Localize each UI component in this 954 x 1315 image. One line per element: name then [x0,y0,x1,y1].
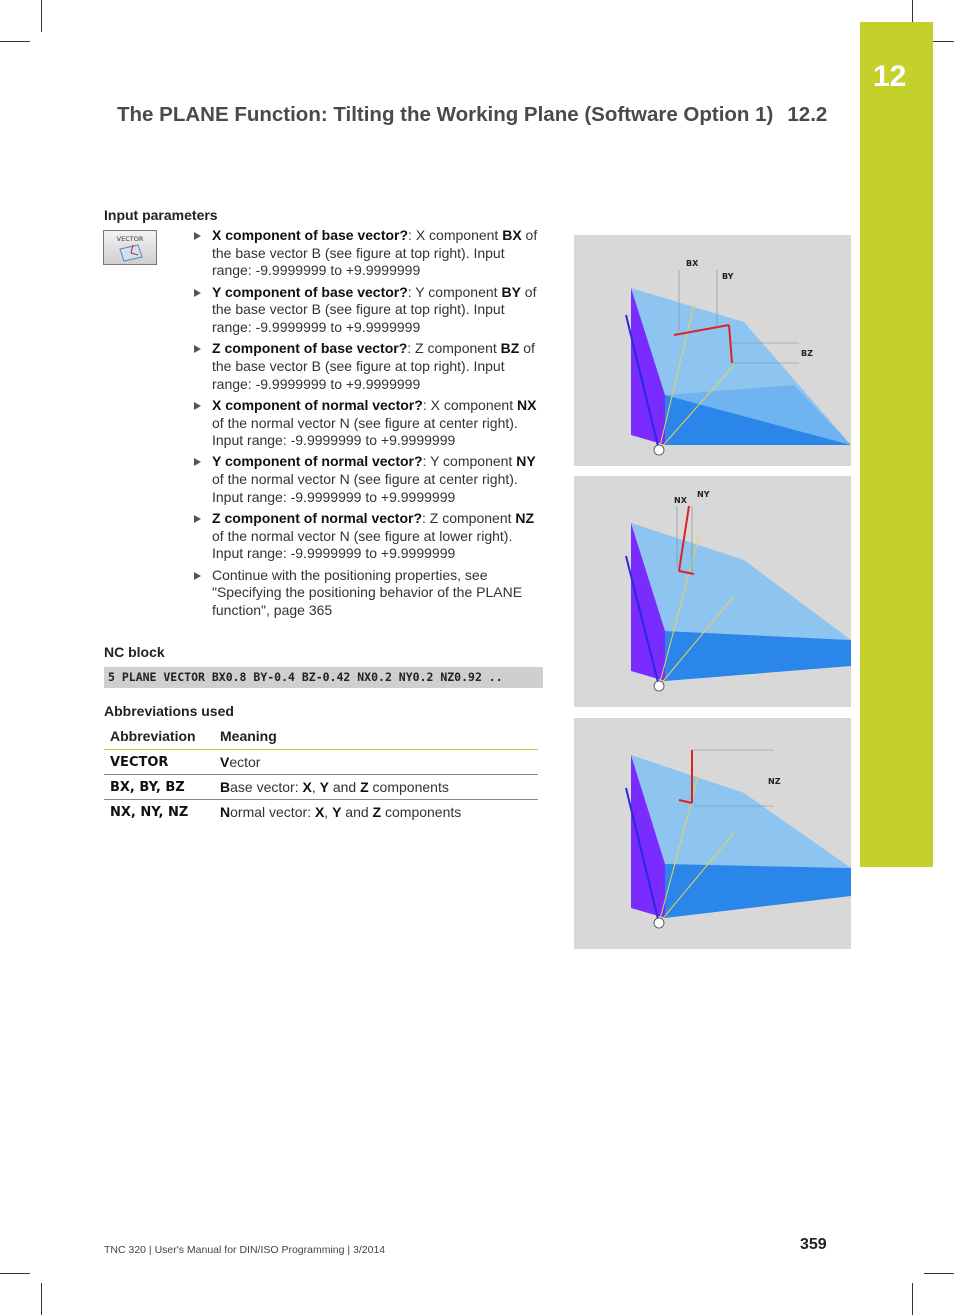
chapter-tab [860,22,933,867]
figure-normal-vector-xy [574,476,851,707]
figure-label: NZ [768,777,781,786]
header-title: The PLANE Function: Tilting the Working Plane (Software Option 1) [117,103,774,126]
param-item-by: Y component of base vector?: Y component BY of the base vector B (see figure at top right). Input range: -9.9999999 to +9.9999999 [192,284,542,337]
param-item-ny: Y component of normal vector?: Y component NY of the normal vector N (see figure at center right). Input range: -9.9999999 to +9.9999999 [192,453,542,506]
footer-text: TNC 320 | User's Manual for DIN/ISO Programming | 3/2014 [104,1244,386,1256]
page-header [117,103,827,127]
crop-mark [41,0,42,32]
figure-base-vector [574,235,851,466]
abbr-cell: VECTOR [104,750,214,775]
meaning-cell: Vector [214,750,538,775]
vector-softkey[interactable] [103,230,157,265]
nc-block-code: 5 PLANE VECTOR BX0.8 BY-0.4 BZ-0.42 NX0.2 NY0.2 NZ0.92 .. [104,667,543,688]
header-section: 12.2 [787,103,828,126]
nc-block-heading: NC block [104,644,165,660]
table-row [104,775,538,800]
figure-label: BZ [801,349,813,358]
softkey-label: VECTOR [116,235,144,243]
param-item-continue: Continue with the positioning properties, see "Specifying the positioning behavior of the PLANE function", page 365 [192,567,542,620]
table-header-row [104,725,538,750]
crop-mark [0,1273,30,1274]
table-row [104,750,538,775]
col-meaning: Meaning [214,725,538,750]
chapter-number: 12 [873,60,907,93]
abbr-cell: BX, BY, BZ [104,775,214,800]
abbreviations-heading: Abbreviations used [104,703,234,719]
table-row [104,800,538,825]
param-item-bx: X component of base vector?: X component BX of the base vector B (see figure at top right). Input range: -9.9999999 to +9.9999999 [192,227,542,280]
crop-mark [41,1283,42,1315]
figure-label: NX [674,496,687,505]
page-number: 359 [800,1236,827,1253]
crop-mark [924,1273,954,1274]
parameter-list [192,227,542,623]
meaning-cell: Normal vector: X, Y and Z components [220,804,462,820]
figure-normal-vector-z [574,718,851,949]
crop-mark [912,1283,913,1315]
param-item-bz: Z component of base vector?: Z component BZ of the base vector B (see figure at top right). Input range: -9.9999999 to +9.9999999 [192,340,542,393]
param-item-nz: Z component of normal vector?: Z component NZ of the normal vector N (see figure at lower right). Input range: -9.9999999 to +9.9999999 [192,510,542,563]
plane-icon [118,243,144,263]
abbr-cell: NX, NY, NZ [110,804,189,820]
abbreviations-table [104,725,538,824]
meaning-cell: Base vector: X, Y and Z components [214,775,538,800]
col-abbreviation: Abbreviation [104,725,214,750]
crop-mark [0,41,30,42]
figure-label: BY [722,272,734,281]
param-item-nx: X component of normal vector?: X component NX of the normal vector N (see figure at center right). Input range: -9.9999999 to +9.9999999 [192,397,542,450]
figure-label: NY [697,490,710,499]
figure-label: BX [686,259,699,268]
input-parameters-heading: Input parameters [104,207,218,223]
